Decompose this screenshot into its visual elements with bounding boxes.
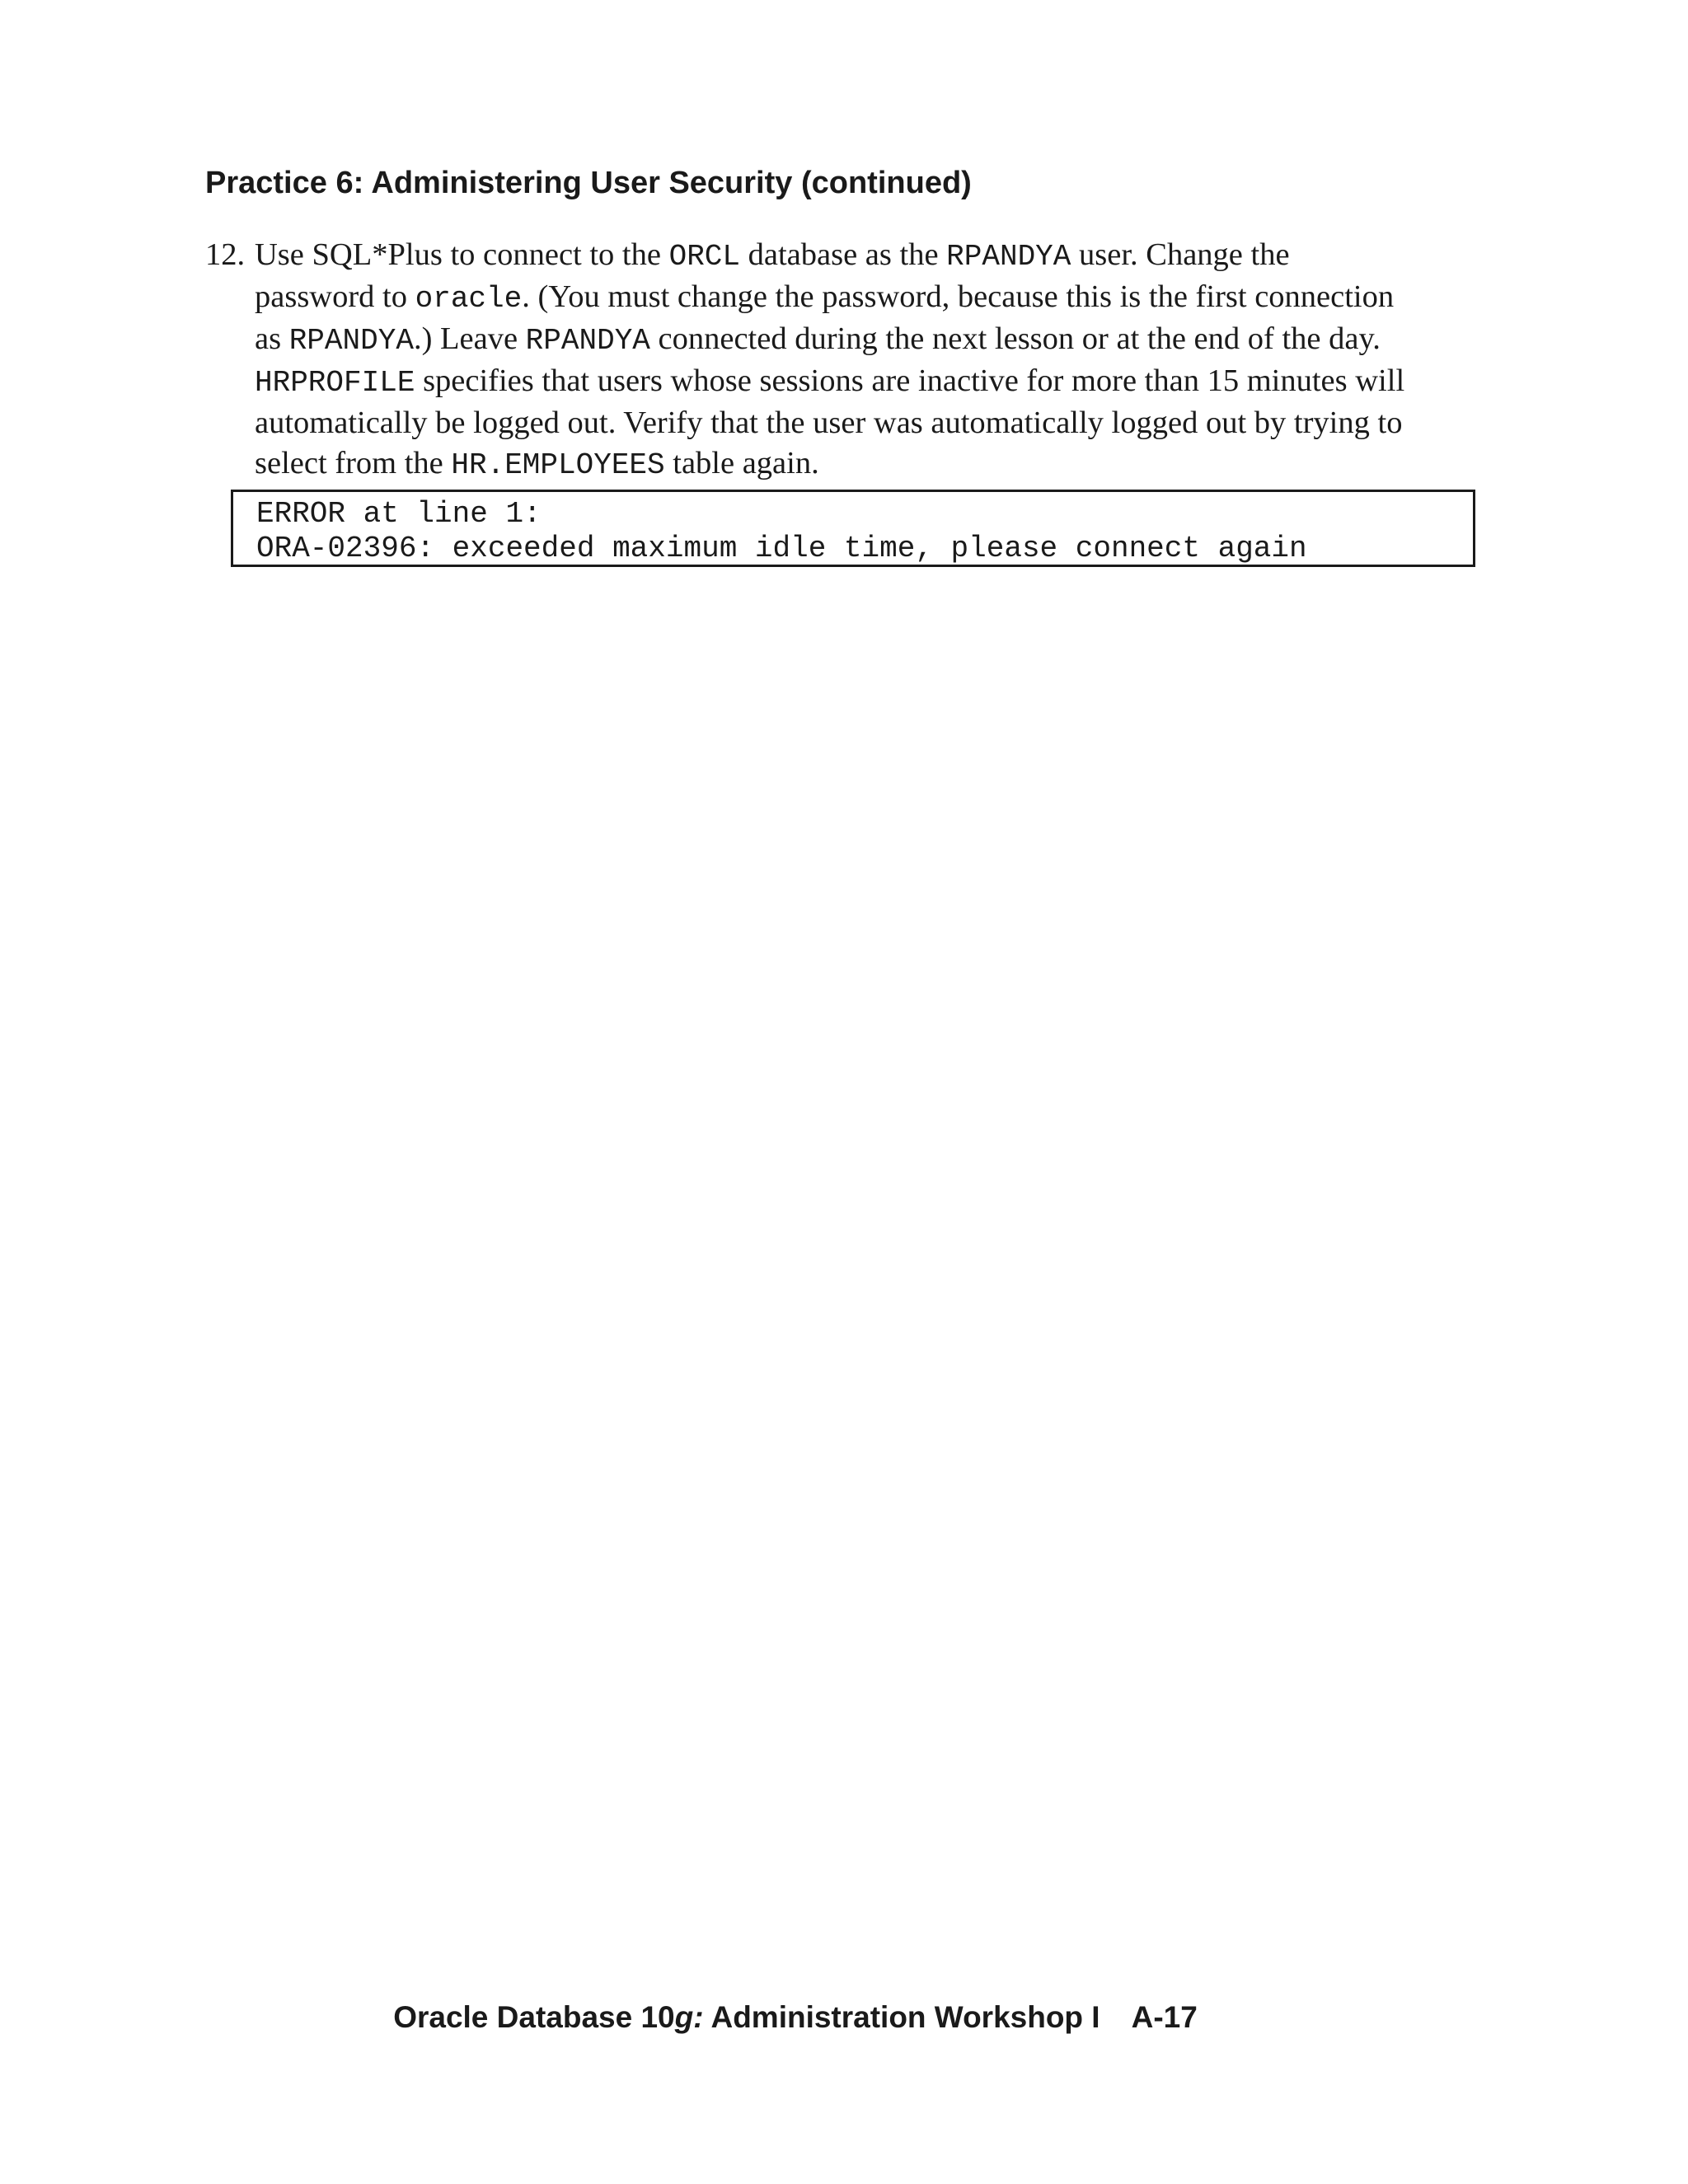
footer-title-italic: g: <box>674 2000 704 2034</box>
step-text: user. Change the <box>1071 237 1290 272</box>
code-output-line: ORA-02396: exceeded maximum idle time, please connect again <box>256 532 1307 565</box>
footer-page-number: A-17 <box>1131 2000 1198 2034</box>
code-term-hr-employees: HR.EMPLOYEES <box>451 448 665 482</box>
step-text: automatically be logged out. Verify that the user was automatically logged out by trying to <box>255 405 1403 440</box>
step-line-5 <box>205 403 1475 443</box>
step-text: table again. <box>664 446 819 480</box>
step-line-3 <box>205 319 1475 361</box>
code-term-hrprofile: HRPROFILE <box>255 366 415 400</box>
step-text: Use SQL*Plus to connect to the <box>255 237 669 272</box>
code-term-rpandya: RPANDYA <box>525 324 650 358</box>
step-line-1 <box>205 235 1475 277</box>
step-line-6 <box>205 443 1475 485</box>
code-term-oracle: oracle <box>415 282 523 316</box>
step-text: .) Leave <box>413 321 526 356</box>
code-term-orcl: ORCL <box>668 240 741 274</box>
code-output-box <box>231 490 1475 567</box>
code-term-rpandya: RPANDYA <box>288 324 414 358</box>
step-line-4 <box>205 361 1475 403</box>
step-number: 12. <box>205 237 246 272</box>
code-output-line: ERROR at line 1: <box>256 497 542 531</box>
footer-title-prefix: Oracle Database 10 <box>393 2000 675 2034</box>
page-footer <box>0 1998 1591 2037</box>
page-heading: Practice 6: Administering User Security (continued) <box>205 166 972 200</box>
step-text: connected during the next lesson or at the end of the day. <box>649 321 1381 356</box>
step-text: . (You must change the password, because this is the first connection <box>522 279 1395 314</box>
step-text: select from the <box>255 446 452 480</box>
code-term-rpandya: RPANDYA <box>946 240 1071 274</box>
step-text: database as the <box>740 237 947 272</box>
step-text: password to <box>255 279 415 314</box>
step-line-2 <box>205 277 1475 319</box>
footer-title-suffix: Administration Workshop I <box>703 2000 1100 2034</box>
step-text: specifies that users whose sessions are inactive for more than 15 minutes will <box>415 363 1405 398</box>
practice-step-12 <box>205 235 1475 485</box>
step-text: as <box>255 321 289 356</box>
